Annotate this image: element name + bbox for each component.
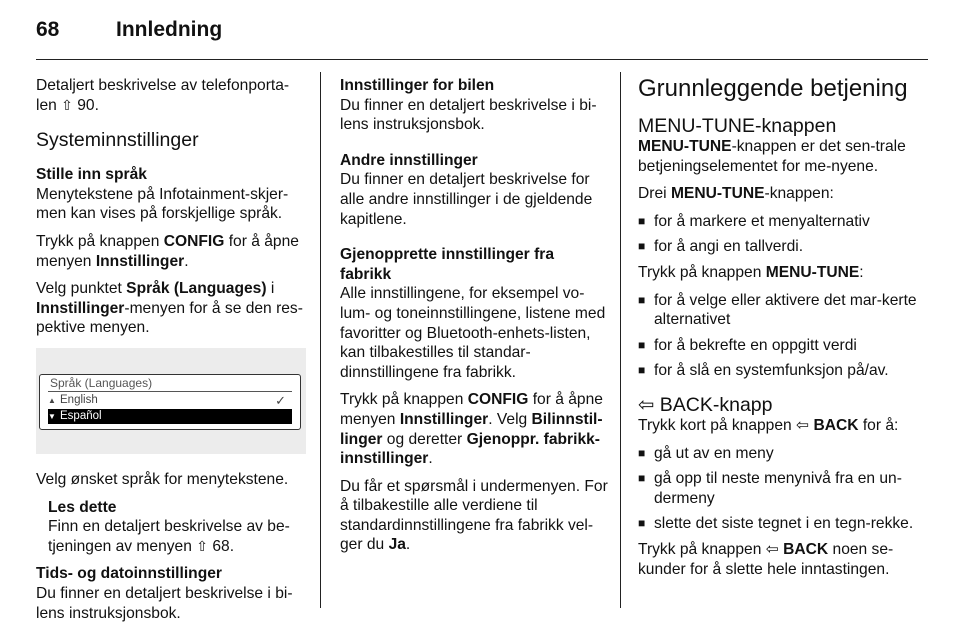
- menu-item-english: ▲ English ✓: [48, 392, 286, 408]
- vehicle-settings-text: Du finner en detaljert beskrivelse i bi-lens instruksjonsbok.: [340, 96, 597, 134]
- list-item: ■ gå opp til neste menynivå fra en un-dermeny: [638, 469, 934, 508]
- page-header: [36, 18, 222, 50]
- language-paragraph-2: Trykk på knappen CONFIG for å åpne menyen Innstillinger.: [36, 232, 299, 270]
- list-item: ■ for å angi en tallverdi.: [638, 237, 934, 257]
- check-icon: ✓: [275, 392, 286, 408]
- column-divider-1: [320, 72, 321, 608]
- language-paragraph-3: Velg punktet Språk (Languages) i Innstillinger-menyen for å se den res-pektive menyen.: [36, 280, 303, 337]
- page-ref-icon: ⇧: [196, 537, 208, 554]
- factory-reset-paragraph-3: Du får et spørsmål i undermenyen. For å tilbakestille alle verdiene til standardinnstillingene fra fabrikk vel-ger du Ja.: [340, 477, 608, 554]
- other-settings-text: Du finner en detaljert beskrivelse for alle andre innstillinger i de gjeldende kapitlene.: [340, 171, 593, 228]
- page-ref-icon: ⇧: [61, 96, 73, 113]
- menu-title: Språk (Languages): [50, 375, 153, 390]
- back-list: [638, 444, 934, 534]
- list-item: ■ for å markere et menyalternativ: [638, 212, 934, 232]
- subheading-time-date: Tids- og datoinnstillinger: [36, 565, 222, 583]
- arrow-down-icon: ▼: [48, 411, 56, 421]
- subheading-other-settings: Andre innstillinger: [340, 151, 478, 169]
- section-title: Innledning: [116, 18, 223, 41]
- subheading-menu-tune: MENU-TUNE-knappen: [638, 115, 837, 137]
- time-date-text: Du finner en detaljert beskrivelse i bi-lens instruksjonsbok.: [36, 584, 293, 622]
- back-paragraph-1: Trykk kort på knappen ⇦ BACK for å:: [638, 416, 899, 434]
- column-divider-2: [620, 72, 621, 608]
- heading-basic-operation: Grunnleggende betjening: [638, 75, 908, 102]
- header-divider: [36, 59, 928, 60]
- heading-systeminnstillinger: Systeminnstillinger: [36, 129, 199, 152]
- language-menu-screenshot: [36, 348, 306, 454]
- factory-reset-text: Alle innstillingene, for eksempel vo-lum- og toneinnstillingene, listene med favoritter og Bluetooth-enhets-listen, kan tilbakestilles til standar-dinnstillingene fra fabrikk.: [340, 285, 606, 381]
- arrow-up-icon: ▲: [48, 395, 56, 405]
- note-text: Finn en detaljert beskrivelse av be-tjeningen av menyen ⇧ 68.: [48, 518, 290, 555]
- list-item: ■ slette det siste tegnet i en tegn-rekke.: [638, 514, 934, 534]
- language-paragraph-1: Menytekstene på Infotainment-skjer-men kan vises på forskjellige språk.: [36, 185, 289, 223]
- note-title: Les dette: [48, 498, 117, 516]
- column-2: [340, 76, 608, 563]
- back-paragraph-2: Trykk på knappen ⇦ BACK noen se-kunder for å slette hele inntastingen.: [638, 540, 894, 578]
- list-item: ■ for å velge eller aktivere det mar-kerte alternativet: [638, 291, 934, 330]
- menu-tune-paragraph-3: Trykk på knappen MENU-TUNE:: [638, 263, 864, 281]
- menu-box: [39, 374, 301, 430]
- intro-paragraph: Detaljert beskrivelse av telefonporta-len ⇧ 90.: [36, 77, 290, 114]
- column-1: [36, 76, 306, 631]
- press-list: [638, 291, 934, 381]
- subheading-factory-reset: Gjenopprette innstillinger fra fabrikk: [340, 246, 555, 283]
- list-item: ■ for å slå en systemfunksjon på/av.: [638, 361, 934, 381]
- back-icon: ⇦: [765, 540, 779, 558]
- menu-tune-paragraph-1: MENU-TUNE-knappen er det sen-trale betjeningselementet for me-nyene.: [638, 138, 906, 175]
- after-screen-paragraph: Velg ønsket språk for menytekstene.: [36, 470, 289, 488]
- menu-tune-paragraph-2: Drei MENU-TUNE-knappen:: [638, 185, 834, 203]
- turn-list: [638, 212, 934, 257]
- back-icon: ⇦: [796, 416, 810, 434]
- subheading-vehicle-settings: Innstillinger for bilen: [340, 77, 495, 94]
- list-item: ■ for å bekrefte en oppgitt verdi: [638, 336, 934, 356]
- menu-divider: [48, 391, 292, 392]
- list-item: ■ gå ut av en meny: [638, 444, 934, 464]
- column-3: [638, 76, 934, 587]
- subheading-language: Stille inn språk: [36, 166, 147, 184]
- page-number: 68: [36, 18, 60, 41]
- factory-reset-paragraph-2: Trykk på knappen CONFIG for å åpne menyen Innstillinger. Velg Bilinnstil-linger og deretter Gjenoppr. fabrikk-innstillinger.: [340, 391, 603, 468]
- note-block: [36, 498, 306, 557]
- subheading-back: ⇦ BACK-knapp: [638, 393, 773, 416]
- menu-item-espanol: ▼ Español: [48, 409, 292, 424]
- back-icon: ⇦: [638, 393, 655, 416]
